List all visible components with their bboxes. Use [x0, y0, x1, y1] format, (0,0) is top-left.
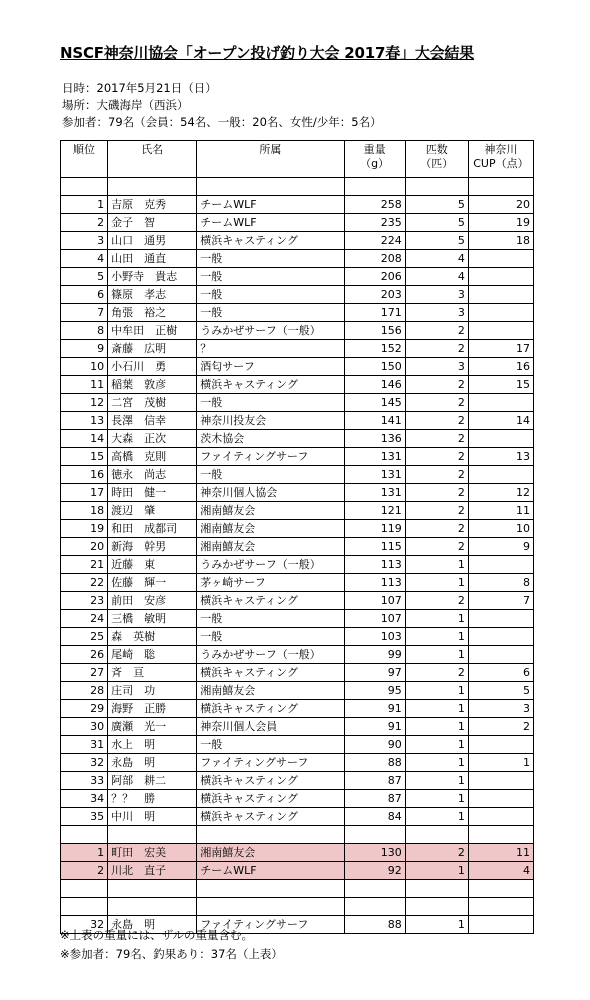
- weight-cell: 119: [344, 520, 405, 538]
- rank-cell: 2: [61, 214, 108, 232]
- rank-cell: 27: [61, 664, 108, 682]
- affiliation-cell: 一般: [197, 268, 344, 286]
- count-cell: 1: [405, 736, 468, 754]
- affiliation-cell: 湘南鱚友会: [197, 844, 344, 862]
- affiliation-cell: 神奈川個人協会: [197, 484, 344, 502]
- count-cell: 2: [405, 376, 468, 394]
- count-cell: 2: [405, 466, 468, 484]
- weight-cell: 156: [344, 322, 405, 340]
- rank-cell: 2: [61, 862, 108, 880]
- count-cell: 2: [405, 592, 468, 610]
- affiliation-cell: 一般: [197, 466, 344, 484]
- name-cell: 町田 宏美: [108, 844, 197, 862]
- weight-cell: 131: [344, 466, 405, 484]
- cup-cell: 17: [468, 340, 533, 358]
- name-cell: 新海 幹男: [108, 538, 197, 556]
- notes: [60, 926, 283, 964]
- note-participants: ※参加者：79名、釣果あり：37名（上表）: [60, 947, 283, 961]
- rank-cell: 28: [61, 682, 108, 700]
- weight-cell: 91: [344, 718, 405, 736]
- table-row: [61, 286, 534, 304]
- weight-cell: 146: [344, 376, 405, 394]
- weight-cell: 88: [344, 916, 405, 934]
- count-cell: 4: [405, 250, 468, 268]
- rank-cell: 22: [61, 574, 108, 592]
- weight-cell: 92: [344, 862, 405, 880]
- name-cell: 近藤 東: [108, 556, 197, 574]
- name-cell: 高橋 克則: [108, 448, 197, 466]
- cup-cell: [468, 610, 533, 628]
- name-cell: 斎藤 広明: [108, 340, 197, 358]
- affiliation-cell: 湘南鱚友会: [197, 502, 344, 520]
- cup-cell: 20: [468, 196, 533, 214]
- name-cell: 尾崎 聡: [108, 646, 197, 664]
- table-row: [61, 196, 534, 214]
- blank-row: [61, 898, 534, 916]
- rank-cell: 16: [61, 466, 108, 484]
- cup-cell: [468, 772, 533, 790]
- count-cell: 2: [405, 844, 468, 862]
- cup-cell: [468, 646, 533, 664]
- rank-cell: 29: [61, 700, 108, 718]
- spacer-body-2: [61, 880, 534, 916]
- rank-cell: 24: [61, 610, 108, 628]
- rank-cell: 1: [61, 196, 108, 214]
- table-row: [61, 322, 534, 340]
- rank-cell: 12: [61, 394, 108, 412]
- table-row: [61, 574, 534, 592]
- table-row: [61, 682, 534, 700]
- table-row: [61, 502, 534, 520]
- count-cell: 2: [405, 538, 468, 556]
- affiliation-cell: チームWLF: [197, 862, 344, 880]
- affiliation-cell: 茅ヶ崎サーフ: [197, 574, 344, 592]
- cup-cell: [468, 916, 533, 934]
- affiliation-cell: 一般: [197, 736, 344, 754]
- cup-cell: [468, 250, 533, 268]
- cup-cell: [468, 430, 533, 448]
- name-cell: 篠原 孝志: [108, 286, 197, 304]
- weight-cell: 113: [344, 574, 405, 592]
- table-row: [61, 808, 534, 826]
- count-cell: 2: [405, 448, 468, 466]
- count-cell: 1: [405, 718, 468, 736]
- name-cell: 稲葉 敦彦: [108, 376, 197, 394]
- weight-cell: 95: [344, 682, 405, 700]
- table-row: [61, 466, 534, 484]
- affiliation-cell: 一般: [197, 286, 344, 304]
- cup-cell: 3: [468, 700, 533, 718]
- rank-cell: 23: [61, 592, 108, 610]
- count-cell: 3: [405, 304, 468, 322]
- table-row: [61, 340, 534, 358]
- affiliation-cell: 一般: [197, 250, 344, 268]
- table-row: [61, 538, 534, 556]
- cup-cell: [468, 808, 533, 826]
- name-cell: 中牟田 正樹: [108, 322, 197, 340]
- results-body: [61, 178, 534, 196]
- affiliation-cell: 横浜キャスティング: [197, 592, 344, 610]
- weight-cell: 99: [344, 646, 405, 664]
- rank-cell: 26: [61, 646, 108, 664]
- affiliation-cell: 横浜キャスティング: [197, 790, 344, 808]
- affiliation-cell: 湘南鱚友会: [197, 520, 344, 538]
- table-row: [61, 556, 534, 574]
- affiliation-cell: 横浜キャスティング: [197, 376, 344, 394]
- rank-cell: 31: [61, 736, 108, 754]
- weight-cell: 87: [344, 790, 405, 808]
- rank-cell: 6: [61, 286, 108, 304]
- rank-cell: 11: [61, 376, 108, 394]
- cup-cell: 4: [468, 862, 533, 880]
- cup-cell: [468, 556, 533, 574]
- cup-cell: [468, 304, 533, 322]
- table-row: [61, 232, 534, 250]
- rank-cell: 32: [61, 754, 108, 772]
- count-cell: 1: [405, 646, 468, 664]
- header-weight-line1: 重量: [363, 143, 386, 156]
- name-cell: 海野 正勝: [108, 700, 197, 718]
- weight-cell: 107: [344, 592, 405, 610]
- count-cell: 2: [405, 322, 468, 340]
- affiliation-cell: 横浜キャスティング: [197, 772, 344, 790]
- count-cell: 1: [405, 790, 468, 808]
- cup-cell: [468, 268, 533, 286]
- rank-cell: 10: [61, 358, 108, 376]
- weight-cell: 206: [344, 268, 405, 286]
- header-cup-line1: 神奈川: [484, 143, 518, 156]
- cup-cell: [468, 736, 533, 754]
- name-cell: 水上 明: [108, 736, 197, 754]
- count-cell: 1: [405, 754, 468, 772]
- cup-cell: 2: [468, 718, 533, 736]
- name-cell: 小石川 勇: [108, 358, 197, 376]
- cup-cell: 15: [468, 376, 533, 394]
- rank-cell: 20: [61, 538, 108, 556]
- main-results-body: [61, 196, 534, 826]
- count-cell: 2: [405, 484, 468, 502]
- header-cup: [468, 141, 533, 178]
- affiliation-cell: 茨木協会: [197, 430, 344, 448]
- count-cell: 2: [405, 340, 468, 358]
- count-cell: 1: [405, 682, 468, 700]
- weight-cell: 87: [344, 772, 405, 790]
- cup-cell: 9: [468, 538, 533, 556]
- count-cell: 1: [405, 916, 468, 934]
- blank-row: [61, 178, 534, 196]
- header-count: [405, 141, 468, 178]
- affiliation-cell: 神奈川個人会員: [197, 718, 344, 736]
- rank-cell: 30: [61, 718, 108, 736]
- note-weight: ※上表の重量には、ザルの重量含む。: [60, 928, 254, 942]
- affiliation-cell: 湘南鱚友会: [197, 538, 344, 556]
- women-results-body: [61, 844, 534, 880]
- table-row: [61, 736, 534, 754]
- table-row: [61, 772, 534, 790]
- affiliation-cell: ファイティングサーフ: [197, 754, 344, 772]
- affiliation-cell: 一般: [197, 628, 344, 646]
- header-affiliation: 所属: [197, 141, 344, 178]
- name-cell: 川北 直子: [108, 862, 197, 880]
- table-row: [61, 664, 534, 682]
- weight-cell: 145: [344, 394, 405, 412]
- table-row: [61, 448, 534, 466]
- name-cell: 三橋 敏明: [108, 610, 197, 628]
- rank-cell: 25: [61, 628, 108, 646]
- event-date: 日時：2017年5月21日（日）: [62, 81, 217, 95]
- table-row: [61, 646, 534, 664]
- affiliation-cell: 酒匂サーフ: [197, 358, 344, 376]
- table-row: [61, 520, 534, 538]
- name-cell: 森 英樹: [108, 628, 197, 646]
- cup-cell: [468, 394, 533, 412]
- count-cell: 2: [405, 502, 468, 520]
- table-row: [61, 790, 534, 808]
- affiliation-cell: 湘南鱚友会: [197, 682, 344, 700]
- name-cell: 二宮 茂樹: [108, 394, 197, 412]
- rank-cell: 21: [61, 556, 108, 574]
- weight-cell: 113: [344, 556, 405, 574]
- rank-cell: 14: [61, 430, 108, 448]
- count-cell: 2: [405, 520, 468, 538]
- header-name: 氏名: [108, 141, 197, 178]
- rank-cell: 1: [61, 844, 108, 862]
- table-row: [61, 214, 534, 232]
- rank-cell: 15: [61, 448, 108, 466]
- weight-cell: 84: [344, 808, 405, 826]
- weight-cell: 88: [344, 754, 405, 772]
- name-cell: 斉 亘: [108, 664, 197, 682]
- cup-cell: 16: [468, 358, 533, 376]
- page-title: NSCF神奈川協会「オープン投げ釣り大会 2017春」大会結果: [60, 44, 475, 62]
- count-cell: 1: [405, 628, 468, 646]
- table-row: [61, 250, 534, 268]
- name-cell: 永島 明: [108, 916, 197, 934]
- weight-cell: 115: [344, 538, 405, 556]
- count-cell: 1: [405, 808, 468, 826]
- weight-cell: 235: [344, 214, 405, 232]
- weight-cell: 136: [344, 430, 405, 448]
- cup-cell: 14: [468, 412, 533, 430]
- affiliation-cell: チームWLF: [197, 196, 344, 214]
- weight-cell: 90: [344, 736, 405, 754]
- count-cell: 5: [405, 214, 468, 232]
- weight-cell: 208: [344, 250, 405, 268]
- name-cell: 中川 明: [108, 808, 197, 826]
- table-row: [61, 412, 534, 430]
- weight-cell: 121: [344, 502, 405, 520]
- name-cell: 長澤 信幸: [108, 412, 197, 430]
- affiliation-cell: ？: [197, 340, 344, 358]
- weight-cell: 150: [344, 358, 405, 376]
- cup-cell: 5: [468, 682, 533, 700]
- weight-cell: 224: [344, 232, 405, 250]
- affiliation-cell: チームWLF: [197, 214, 344, 232]
- cup-cell: [468, 466, 533, 484]
- rank-cell: 13: [61, 412, 108, 430]
- spacer-body-1: [61, 826, 534, 844]
- name-cell: 庄司 功: [108, 682, 197, 700]
- cup-cell: 10: [468, 520, 533, 538]
- cup-cell: 11: [468, 502, 533, 520]
- name-cell: 徳永 尚志: [108, 466, 197, 484]
- cup-cell: 7: [468, 592, 533, 610]
- cup-cell: [468, 322, 533, 340]
- rank-cell: 7: [61, 304, 108, 322]
- name-cell: 阿部 耕二: [108, 772, 197, 790]
- table-row: [61, 610, 534, 628]
- affiliation-cell: うみかぜサーフ（一般）: [197, 322, 344, 340]
- count-cell: 5: [405, 232, 468, 250]
- affiliation-cell: うみかぜサーフ（一般）: [197, 556, 344, 574]
- count-cell: 2: [405, 412, 468, 430]
- rank-cell: 8: [61, 322, 108, 340]
- name-cell: 佐藤 輝一: [108, 574, 197, 592]
- event-place: 場所：大磯海岸（西浜）: [62, 98, 189, 112]
- name-cell: 角張 裕之: [108, 304, 197, 322]
- count-cell: 2: [405, 664, 468, 682]
- table-row: [61, 268, 534, 286]
- name-cell: 吉原 克秀: [108, 196, 197, 214]
- table-row: [61, 394, 534, 412]
- weight-cell: 141: [344, 412, 405, 430]
- count-cell: 3: [405, 358, 468, 376]
- name-cell: 和田 成都司: [108, 520, 197, 538]
- count-cell: 1: [405, 862, 468, 880]
- affiliation-cell: 横浜キャスティング: [197, 808, 344, 826]
- rank-cell: 19: [61, 520, 108, 538]
- cup-cell: 18: [468, 232, 533, 250]
- affiliation-cell: 一般: [197, 304, 344, 322]
- count-cell: 1: [405, 610, 468, 628]
- header-cup-line2: CUP（点）: [473, 157, 529, 170]
- rank-cell: 4: [61, 250, 108, 268]
- table-row: [61, 430, 534, 448]
- weight-cell: 152: [344, 340, 405, 358]
- rank-cell: 35: [61, 808, 108, 826]
- affiliation-cell: 横浜キャスティング: [197, 232, 344, 250]
- header-count-line2: （匹）: [420, 157, 454, 170]
- name-cell: 廣瀬 光一: [108, 718, 197, 736]
- count-cell: 1: [405, 700, 468, 718]
- weight-cell: 131: [344, 484, 405, 502]
- rank-cell: 17: [61, 484, 108, 502]
- rank-cell: 18: [61, 502, 108, 520]
- table-row: [61, 376, 534, 394]
- header-count-line1: 匹数: [425, 143, 448, 156]
- name-cell: 山口 通男: [108, 232, 197, 250]
- affiliation-cell: ファイティングサーフ: [197, 448, 344, 466]
- cup-cell: 12: [468, 484, 533, 502]
- table-row: [61, 358, 534, 376]
- rank-cell: 34: [61, 790, 108, 808]
- table-header-row: [61, 141, 534, 178]
- affiliation-cell: 一般: [197, 610, 344, 628]
- count-cell: 3: [405, 286, 468, 304]
- weight-cell: 91: [344, 700, 405, 718]
- table-row: [61, 484, 534, 502]
- blank-row: [61, 880, 534, 898]
- affiliation-cell: ファイティングサーフ: [197, 916, 344, 934]
- weight-cell: 131: [344, 448, 405, 466]
- cup-cell: 1: [468, 754, 533, 772]
- cup-cell: 11: [468, 844, 533, 862]
- cup-cell: [468, 286, 533, 304]
- cup-cell: 19: [468, 214, 533, 232]
- count-cell: 1: [405, 574, 468, 592]
- header-weight: [344, 141, 405, 178]
- cup-cell: 8: [468, 574, 533, 592]
- count-cell: 1: [405, 772, 468, 790]
- name-cell: 時田 健一: [108, 484, 197, 502]
- header-weight-line2: （g）: [360, 157, 390, 170]
- name-cell: ？？ 勝: [108, 790, 197, 808]
- cup-cell: 13: [468, 448, 533, 466]
- weight-cell: 103: [344, 628, 405, 646]
- weight-cell: 203: [344, 286, 405, 304]
- rank-cell: 32: [61, 916, 108, 934]
- table-row: [61, 304, 534, 322]
- rank-cell: 3: [61, 232, 108, 250]
- name-cell: 永島 明: [108, 754, 197, 772]
- weight-cell: 258: [344, 196, 405, 214]
- rank-cell: 9: [61, 340, 108, 358]
- weight-cell: 97: [344, 664, 405, 682]
- weight-cell: 171: [344, 304, 405, 322]
- count-cell: 2: [405, 394, 468, 412]
- count-cell: 2: [405, 430, 468, 448]
- name-cell: 金子 智: [108, 214, 197, 232]
- results-table: [60, 140, 534, 934]
- table-row: [61, 628, 534, 646]
- weight-cell: 107: [344, 610, 405, 628]
- count-cell: 5: [405, 196, 468, 214]
- table-row: [61, 844, 534, 862]
- count-cell: 1: [405, 556, 468, 574]
- cup-cell: [468, 790, 533, 808]
- name-cell: 渡辺 肇: [108, 502, 197, 520]
- table-row: [61, 754, 534, 772]
- blank-row: [61, 826, 534, 844]
- affiliation-cell: うみかぜサーフ（一般）: [197, 646, 344, 664]
- name-cell: 前田 安彦: [108, 592, 197, 610]
- event-participants: 参加者：79名（会員：54名、一般：20名、女性/少年：5名）: [62, 115, 382, 129]
- table-row: [61, 862, 534, 880]
- cup-cell: [468, 628, 533, 646]
- count-cell: 4: [405, 268, 468, 286]
- name-cell: 大森 正次: [108, 430, 197, 448]
- header-rank: 順位: [61, 141, 108, 178]
- affiliation-cell: 横浜キャスティング: [197, 664, 344, 682]
- rank-cell: 5: [61, 268, 108, 286]
- affiliation-cell: 横浜キャスティング: [197, 700, 344, 718]
- affiliation-cell: 一般: [197, 394, 344, 412]
- cup-cell: 6: [468, 664, 533, 682]
- name-cell: 小野寺 貴志: [108, 268, 197, 286]
- rank-cell: 33: [61, 772, 108, 790]
- weight-cell: 130: [344, 844, 405, 862]
- affiliation-cell: 神奈川投友会: [197, 412, 344, 430]
- table-row: [61, 592, 534, 610]
- table-row: [61, 718, 534, 736]
- table-row: [61, 700, 534, 718]
- name-cell: 山田 通直: [108, 250, 197, 268]
